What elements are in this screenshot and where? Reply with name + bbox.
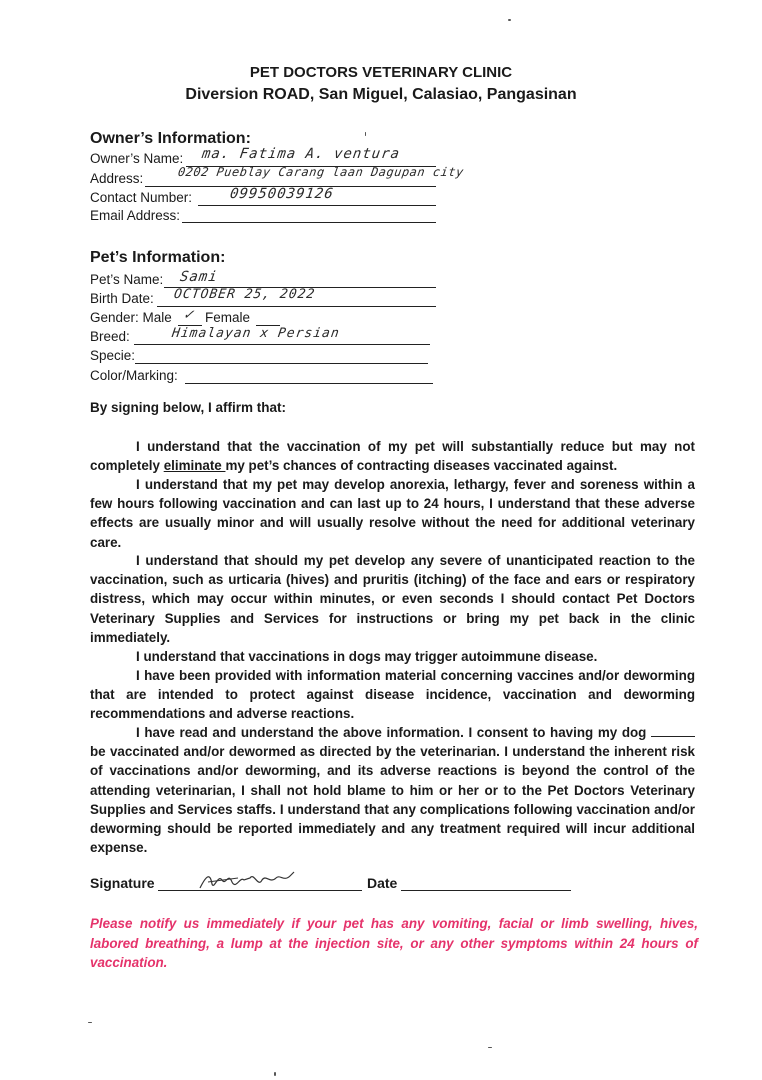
paragraph-information-provided: I have been provided with information material concerning vaccines and/or deworming that are intended to protect against disease incidence, vaccination and deworming recommendations and adverse reactions.: [90, 668, 695, 722]
specie-label: Specie:: [90, 348, 136, 363]
affirm-heading: By signing below, I affirm that:: [90, 400, 287, 415]
owner-section-title: Owner’s Information:: [90, 130, 251, 147]
dog-name-blank[interactable]: [651, 725, 695, 737]
owner-address-label: Address:: [90, 171, 144, 186]
pet-section-title: Pet’s Information:: [90, 249, 226, 266]
date-label: Date: [367, 875, 398, 891]
breed-line: [134, 344, 430, 345]
scan-speck: [508, 19, 511, 21]
owner-name-value[interactable]: ma. Fatima A. ventura: [200, 146, 402, 162]
p6-text-a: I have read and understand the above information. I consent to having my dog: [136, 725, 651, 740]
clinic-title: PET DOCTORS VETERINARY CLINIC: [249, 64, 513, 81]
paragraph-adverse-effects: I understand that my pet may develop anorexia, lethargy, fever and soreness within a few hours following vaccination and can last up to 24 hours, I understand that these adverse effects are usually minor and will usually resolve without the need for additional veterinary care.: [90, 477, 695, 550]
email-line: [182, 222, 436, 223]
birth-date-label: Birth Date:: [90, 291, 154, 306]
paragraph-consent: [90, 723, 695, 857]
color-marking-line: [185, 383, 433, 384]
paragraph-autoimmune: I understand that vaccinations in dogs may trigger autoimmune disease.: [136, 649, 598, 664]
paragraph-severe-reaction: I understand that should my pet develop any severe of unanticipated reaction to the vaccination, such as urticaria (hives) and pruritis (itching) of the face and ears or respiratory distress, which may occur within minutes, or even seconds I should contact Pet Doctors Veterinary Supplies and Services for instructions or bring my pet back in the clinic immediately.: [90, 553, 695, 645]
contact-number-value[interactable]: 09950039126: [228, 186, 335, 202]
specie-line: [135, 363, 428, 364]
p1-text-b: my pet’s chances of contracting diseases vaccinated against.: [225, 458, 618, 474]
breed-value[interactable]: Himalayan x Persian: [170, 326, 341, 341]
gender-female-label: Female: [205, 310, 251, 325]
breed-label: Breed:: [90, 329, 130, 344]
signature-row: [90, 875, 155, 891]
scan-speck: [365, 132, 366, 136]
birth-date-line: [157, 306, 436, 307]
owner-address-value[interactable]: 0202 Pueblay Carang laan Dagupan city: [177, 165, 465, 179]
owner-name-label: Owner’s Name:: [90, 151, 184, 166]
color-marking-label: Color/Marking:: [90, 368, 178, 383]
paragraph-vaccination-reduce: [90, 437, 695, 475]
handwritten-signature: [198, 866, 298, 894]
notification-warning: Please notify us immediately if your pet has any vomiting, facial or limb swelling, hives, labored breathing, a lump at the injection site, or any other symptoms within 24 hours of vaccination.: [90, 916, 698, 970]
p6-text-b: be vaccinated and/or dewormed as directed by the veterinarian. I understand the inherent risk of vaccinations and/or deworming, and its adverse reactions is beyond the control of the attending veterinarian, I shall not hold blame to him or her or to the Pet Doctors Veterinary Supplies and Services staffs. I understand that any complications following vaccination and/or deworming should be reported immediately and any treatment required will incur additional expense.: [90, 744, 695, 856]
gender-male-checkmark[interactable]: ✓: [182, 305, 196, 323]
contact-number-line: [198, 205, 436, 206]
scan-speck: [274, 1072, 276, 1076]
pet-name-label: Pet’s Name:: [90, 272, 164, 287]
email-label: Email Address:: [90, 208, 181, 223]
contact-number-label: Contact Number:: [90, 190, 193, 205]
clinic-address: Diversion ROAD, San Miguel, Calasiao, Pangasinan: [185, 86, 577, 103]
scan-speck: [88, 1022, 92, 1023]
signature-label: Signature: [90, 875, 155, 891]
p1-text-a: I understand that the vaccination of my pet will substantially reduce but may not completely: [90, 439, 695, 474]
date-line[interactable]: [401, 890, 571, 891]
scan-speck: [488, 1047, 492, 1048]
gender-male-label: Gender: Male: [90, 310, 172, 325]
pet-name-value[interactable]: Sami: [178, 269, 219, 285]
birth-date-value[interactable]: OCTOBER 25, 2022: [172, 287, 317, 302]
p1-underlined-word: eliminate: [163, 458, 226, 474]
